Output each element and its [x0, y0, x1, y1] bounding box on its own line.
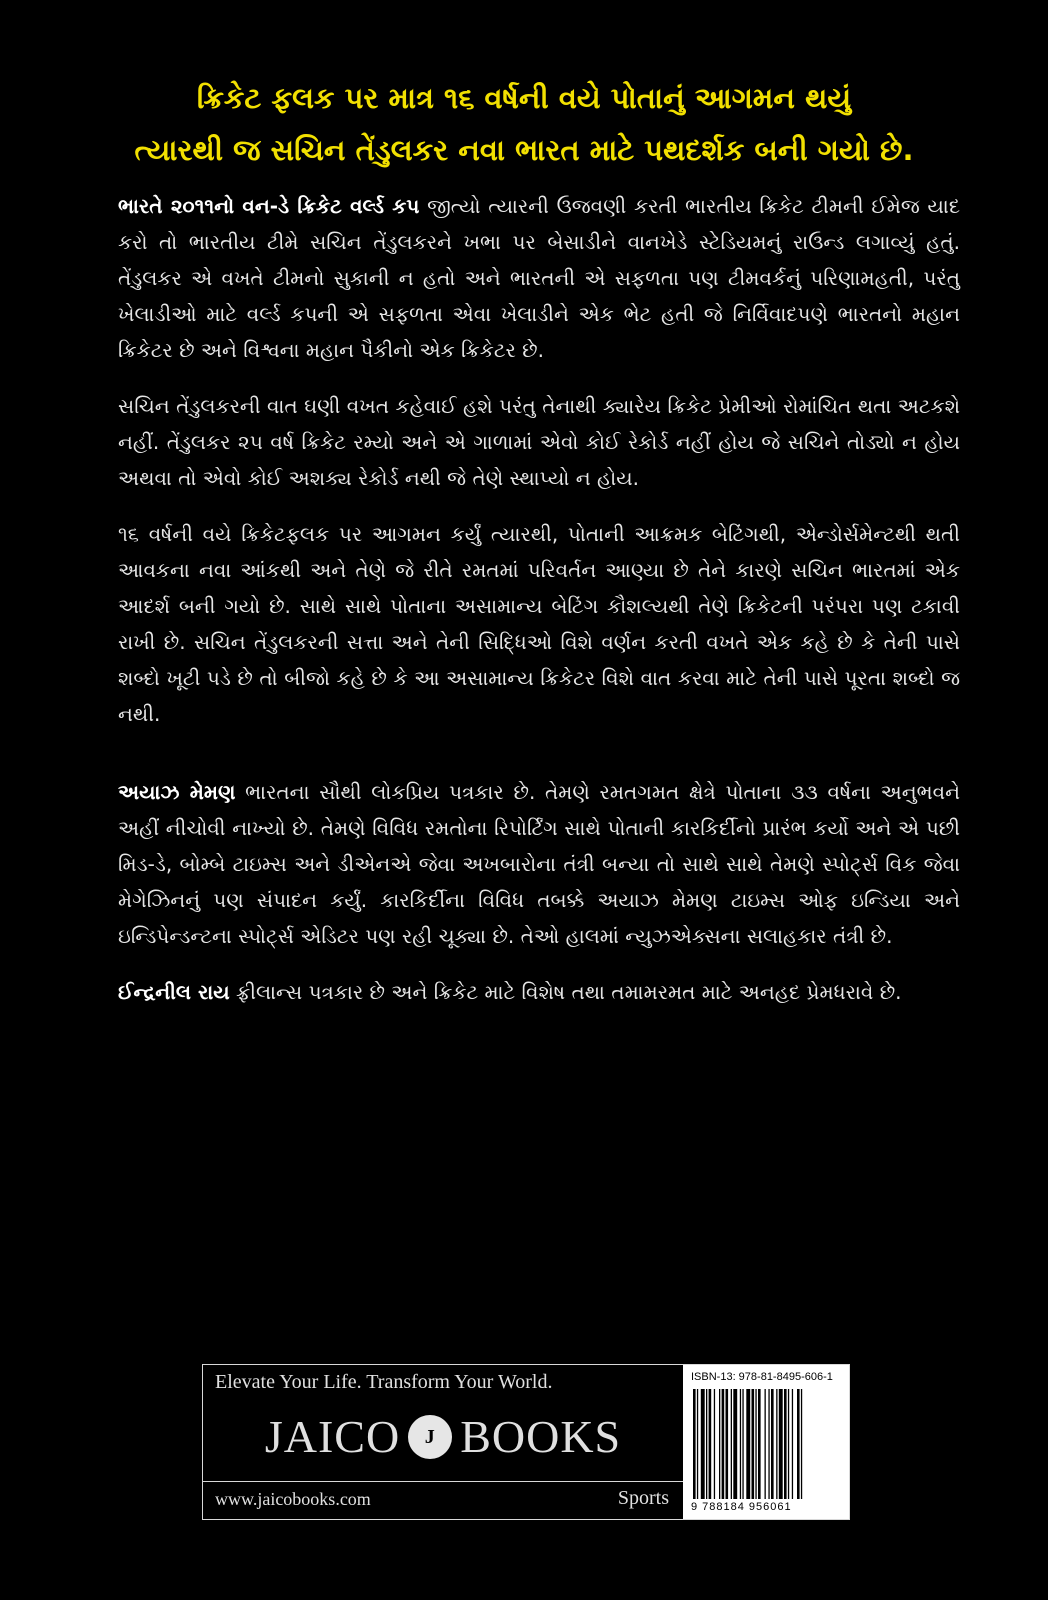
jaico-logo-icon: J	[408, 1415, 452, 1459]
headline	[60, 72, 988, 176]
barcode-bar	[788, 1389, 789, 1499]
brand-right-word: BOOKS	[460, 1411, 622, 1462]
barcode-digits: 9 788184 956061	[691, 1501, 792, 1513]
publisher-website: www.jaicobooks.com	[215, 1489, 371, 1509]
blurb-paragraph-2: સચિન તેંડુલકરની વાત ઘણી વખત કહેવાઈ હશે પરંતુ તેનાથી ક્યારેય ક્રિકેટ પ્રેમીઓ રોમાંચિત થતા અટકશે નહીં. તેંડુલકર ૨૫ વર્ષ ક્રિકેટ રમ્યો અને એ ગાળામાં એવો કોઈ રેકોર્ડ નહીં હોય જે સચિને તોડ્યો ન હોય અથવા તો એવો કોઈ અશક્ય રેકોર્ડ નથી જે તેણે સ્થાપ્યો ન હોય.	[118, 394, 960, 490]
headline-line-1: ક્રિકેટ ફલક પર માત્ર ૧૬ વર્ષની વયે પોતાનું આગમન થયું	[196, 81, 852, 115]
barcode-bar	[701, 1389, 705, 1499]
barcode-bar	[706, 1389, 707, 1499]
barcode-bar	[801, 1389, 802, 1499]
publisher-tagline: Elevate Your Life. Transform Your World.	[215, 1371, 553, 1393]
paragraph-1-text: જીત્યો ત્યારની ઉજવણી કરતી ભારતીય ક્રિકેટ ટીમની ઈમેજ યાદ કરો તો ભારતીય ટીમે સચિન તેંડુલકરને ખભા પર બેસાડીને વાનખેડે સ્ટેડિયમનું રાઉન્ડ લગાવ્યું હતું. તેંડુલકર એ વખતે ટીમનો સુકાની ન હતો અને ભારતની એ સફળતા પણ ટીમવર્કનું પરિણામહતી, પરંતુ ખેલાડીઓ માટે વર્લ્ડ કપની એ સફળતા એવા ખેલાડીને એક ભેટ હતી જે નિર્વિવાદપણે ભારતનો મહાન ક્રિકેટર છે અને વિશ્વના મહાન પૈકીનો એક ક્રિકેટર છે.	[118, 194, 961, 362]
barcode-bar	[693, 1389, 696, 1499]
barcode-bar	[726, 1389, 729, 1499]
barcode-bar	[755, 1389, 756, 1499]
book-category: Sports	[617, 1487, 669, 1509]
barcode-bar	[784, 1389, 787, 1499]
barcode-bar	[714, 1389, 715, 1499]
barcode-bar	[697, 1389, 698, 1499]
barcode-bar	[719, 1389, 720, 1499]
world-cup-bold: ભારતે ૨૦૧૧નો વન-ડે ક્રિકેટ વર્લ્ડ કપ	[118, 194, 420, 218]
author-bio-2	[118, 974, 960, 1010]
publisher-brand	[203, 1409, 683, 1465]
barcode-panel	[683, 1365, 849, 1519]
publisher-footer	[202, 1364, 850, 1520]
barcode-icon	[693, 1389, 839, 1499]
barcode-bar	[740, 1389, 741, 1499]
barcode-bar	[768, 1389, 769, 1499]
author-bio-1-text: ભારતના સૌથી લોકપ્રિય પત્રકાર છે. તેમણે રમતગમત ક્ષેત્રે પોતાના ૩૩ વર્ષના અનુભવને અહીં નીચોવી નાખ્યો છે. તેમણે વિવિધ રમતોના રિપોર્ટિંગ સાથે પોતાની કારકિર્દીનો પ્રારંભ કર્યો અને એ પછી મિડ-ડે, બોમ્બે ટાઇમ્સ અને ડીએનએ જેવા અખબારોના તંત્રી બન્યા તો સાથે સાથે તેમણે સ્પોર્ટ્સ વિક જેવા મેગેઝિનનું પણ સંપાદન કર્યું. કારકિર્દીના વિવિધ તબક્કે અયાઝ મેમણ ટાઇમ્સ ઓફ ઇન્ડિયા અને ઇન્ડિપેન્ડન્ટના સ્પોર્ટ્સ એડિટર પણ રહી ચૂક્યા છે. તેઓ હાલમાં ન્યુઝએક્સના સલાહકાર તંત્રી છે.	[118, 780, 960, 948]
barcode-bar	[746, 1389, 750, 1499]
author-name-2: ઈન્દ્રનીલ રાય	[118, 980, 230, 1004]
barcode-bar	[752, 1389, 755, 1499]
author-name-1: અયાઝ મેમણ	[118, 780, 236, 804]
barcode-bar	[771, 1389, 774, 1499]
barcode-bar	[733, 1389, 737, 1499]
publisher-panel	[203, 1365, 684, 1519]
author-bio-1	[118, 774, 960, 954]
blurb-paragraph-3: ૧૬ વર્ષની વયે ક્રિકેટફલક પર આગમન કર્યું ત્યારથી, પોતાની આક્રમક બેટિંગથી, એન્ડોર્સમેન્ટથી થતી આવકના નવા આંકથી અને તેણે જે રીતે રમતમાં પરિવર્તન આણ્યા છે તેને કારણે સચિન ભારતમાં એક આદર્શ બની ગયો છે. સાથે સાથે પોતાના અસામાન્ય બેટિંગ કૌશલ્યથી તેણે ક્રિકેટની પરંપરા પણ ટકાવી રાખી છે. સચિન તેંડુલકરની સત્તા અને તેની સિદ્ધિઓ વિશે વર્ણન કરતી વખતે એક કહે છે કે તેની પાસે શબ્દો ખૂટી પડે છે તો બીજો કહે છે કે આ અસામાન્ય ક્રિકેટર વિશે વાત કરવા માટે તેની પાસે પૂરતા શબ્દો જ નથી.	[118, 522, 960, 726]
barcode-bar	[779, 1389, 783, 1499]
footer-divider	[203, 1481, 683, 1482]
barcode-bar	[758, 1389, 761, 1499]
barcode-bar	[792, 1389, 793, 1499]
barcode-bar	[709, 1389, 712, 1499]
author-bio-2-text: ફ્રીલાન્સ પત્રકાર છે અને ક્રિકેટ માટે વિશેષ તથા તમામરમત માટે અનહદ પ્રેમધરાવે છે.	[229, 980, 902, 1004]
barcode-bar	[776, 1389, 777, 1499]
blurb-paragraph-1	[118, 188, 960, 368]
isbn-text: ISBN-13: 978-81-8495-606-1	[691, 1371, 833, 1383]
barcode-bar	[731, 1389, 732, 1499]
headline-line-2: ત્યારથી જ સચિન તેંડુલકર નવા ભારત માટે પથદર્શક બની ગયો છે.	[134, 133, 914, 167]
blurb-body	[118, 188, 960, 1030]
barcode-bar	[742, 1389, 743, 1499]
barcode-bar	[765, 1389, 766, 1499]
barcode-bar	[797, 1389, 800, 1499]
barcode-bar	[722, 1389, 725, 1499]
brand-left-word: JAICO	[264, 1411, 401, 1462]
